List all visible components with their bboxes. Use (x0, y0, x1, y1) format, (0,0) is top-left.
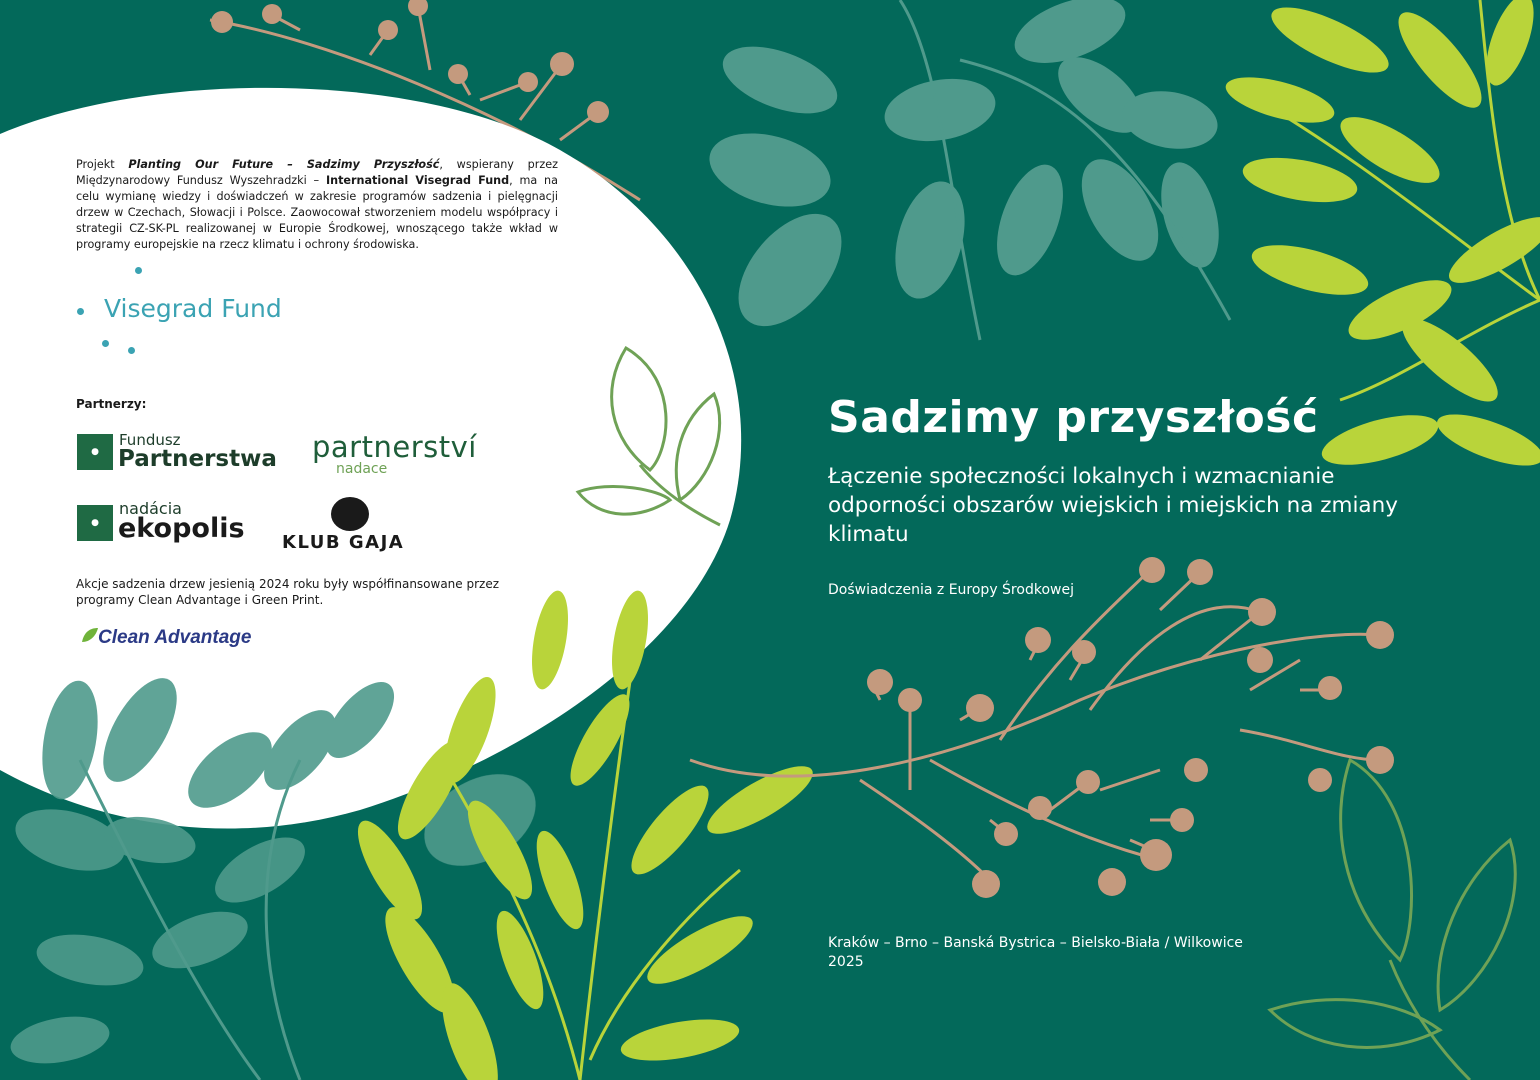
page-title: Sadzimy przyszłość (828, 392, 1319, 443)
year-line: 2025 (828, 954, 864, 970)
outline-leaves-bottom-right-icon (1270, 760, 1515, 1080)
visegrad-dot-icon (135, 267, 142, 274)
partnerstvi-logo-top: partnerství (312, 430, 477, 464)
fund-name: International Visegrad Fund (325, 174, 510, 188)
berries-right-icon (867, 557, 1394, 898)
visegrad-dot-icon (77, 308, 84, 315)
intro-text-3: , ma na celu wymianę wiedzy i doświadczeń w zakresie programów sadzenia i pielęgnacji drzew w Czechach, Słowacji i Polsce. Zaowocował stworzeniem modelu współpracy i strategii CZ-SK-PL realizowanej w Europie Środkowej, wnoszącego także wkład w programy europejskie na rzecz klimatu i ochrony środowiska. (76, 174, 558, 252)
clean-advantage-logo: Clean Advantage (98, 627, 252, 648)
fundusz-logo-icon: ● (77, 434, 113, 470)
fundusz-logo-top: Fundusz (119, 431, 181, 449)
partners-label: Partnerzy: (76, 397, 147, 411)
visegrad-dot-icon (102, 340, 109, 347)
page-subtitle: Łączenie społeczności lokalnych i wzmacnianie odporności obszarów wiejskich i miejskich na zmiany klimatu (828, 464, 1398, 547)
visegrad-dot-icon (128, 347, 135, 354)
ekopolis-logo-icon: ● (77, 505, 113, 541)
klub-gaja-logo: KLUB GAJA (282, 532, 405, 553)
project-name: Planting Our Future – Sadzimy Przyszłość (128, 158, 440, 171)
teal-leaf-sprig-top-icon (701, 0, 1229, 345)
intro-text-1: Projekt (76, 158, 129, 171)
ekopolis-logo-top: nadácia (119, 499, 182, 518)
partnerstvi-logo-bottom: nadace (336, 461, 388, 477)
cofunding-note: Akcje sadzenia drzew jesienią 2024 roku były współfinansowane przez programy Clean Advantage i Green Print. (76, 577, 500, 607)
visegrad-fund-logo: Visegrad Fund (104, 294, 282, 323)
intro-text-2: , wspierany przez Międzynarodowy Fundusz Wyszehradzki – (76, 158, 558, 188)
experience-line: Doświadczenia z Europy Środkowej (828, 582, 1074, 598)
berry-branch-right-icon (690, 570, 1380, 880)
klub-gaja-emblem-icon (331, 497, 369, 531)
ekopolis-logo-bottom: ekopolis (118, 513, 245, 544)
project-intro-paragraph (76, 157, 558, 254)
cities-line: Kraków – Brno – Banská Bystrica – Bielsko-Biała / Wilkowice (828, 935, 1243, 951)
fundusz-logo-bottom: Partnerstwa (118, 446, 277, 472)
clean-advantage-leaf-icon (80, 626, 100, 646)
